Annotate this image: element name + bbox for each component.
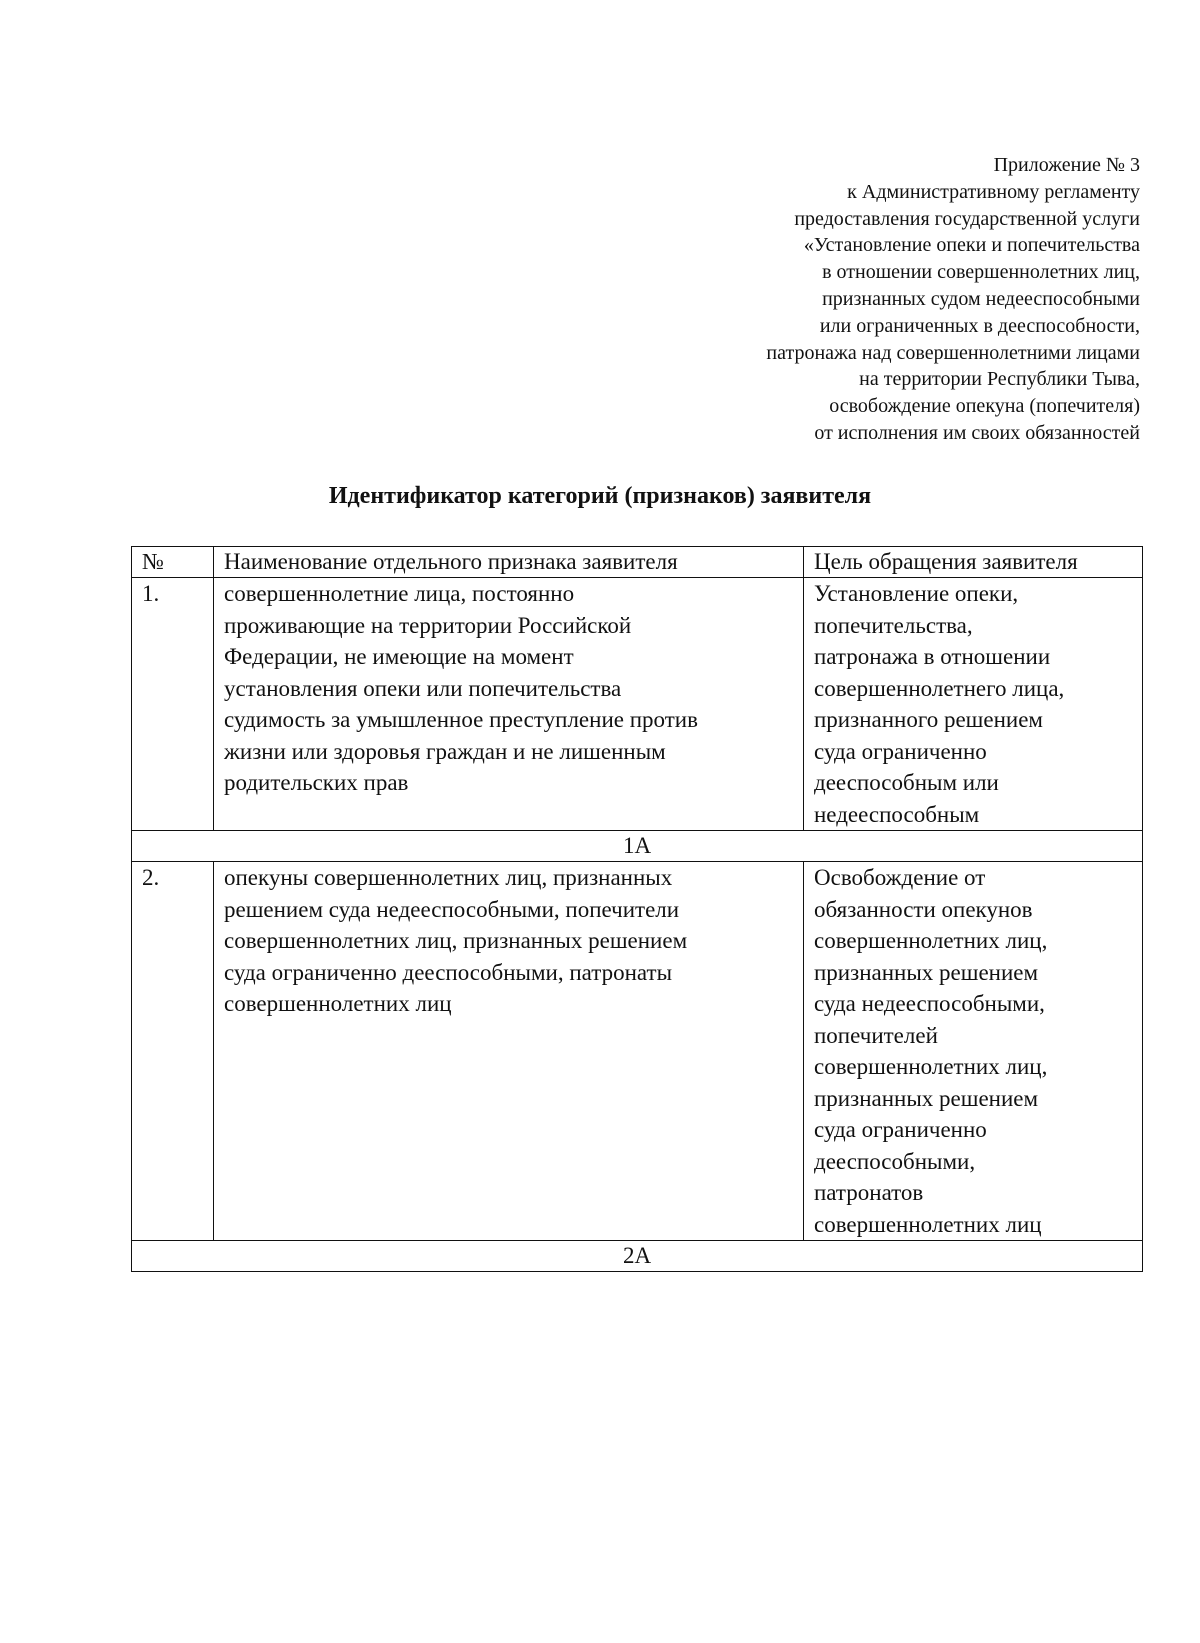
goal-line: совершеннолетних лиц	[814, 1211, 1042, 1237]
goal-line: признанных решением	[814, 1085, 1039, 1111]
feature-line: судимость за умышленное преступление против	[224, 707, 698, 732]
goal-line: признанного решением	[814, 707, 1043, 732]
goal-line: совершеннолетнего лица,	[814, 675, 1065, 701]
category-code: 2А	[132, 1241, 1143, 1272]
goal-line: признанных решением	[814, 959, 1039, 985]
header-feature: Наименование отдельного признака заявителя	[214, 547, 804, 578]
goal-line: совершеннолетних лиц,	[814, 1054, 1048, 1079]
annex-line: к Административному регламенту	[847, 180, 1140, 203]
feature-line: совершеннолетних лиц	[224, 991, 452, 1016]
feature-line: решением суда недееспособными, попечители	[224, 896, 680, 922]
feature-line: установления опеки или попечительства	[224, 675, 622, 701]
annex-line: «Установление опеки и попечительства	[803, 234, 1140, 257]
annex-line: Приложение № 3	[993, 154, 1140, 176]
annex-line: патронажа над совершеннолетними лицами	[766, 341, 1140, 364]
feature-line: опекуны совершеннолетних лиц, признанных	[224, 865, 673, 890]
goal-line: Установление опеки,	[814, 581, 1019, 606]
goal-line: дееспособными,	[814, 1148, 976, 1174]
header-num: №	[132, 547, 214, 578]
annex-line: на территории Республики Тыва,	[859, 368, 1140, 391]
feature-line: жизни или здоровья граждан и не лишенным	[224, 738, 666, 764]
feature-line: суда ограниченно дееспособными, патронаты	[224, 959, 673, 985]
goal-line: попечителей	[814, 1022, 938, 1048]
goal-line: обязанности опекунов	[814, 896, 1033, 922]
identifier-table	[131, 546, 1143, 1272]
goal-line: недееспособным	[814, 801, 980, 827]
goal-cell	[804, 578, 1143, 831]
goal-line: патронажа в отношении	[814, 644, 1051, 669]
goal-line: суда недееспособными,	[814, 991, 1045, 1016]
goal-cell	[804, 862, 1143, 1241]
table-row	[132, 862, 1143, 1241]
annex-line: освобождение опекуна (попечителя)	[829, 395, 1140, 418]
feature-line: совершеннолетние лица, постоянно	[224, 581, 575, 606]
goal-line: суда ограниченно	[814, 1117, 987, 1142]
goal-line: дееспособным или	[814, 770, 999, 795]
annex-line: предоставления государственной услуги	[794, 207, 1140, 230]
goal-line: совершеннолетних лиц,	[814, 928, 1048, 953]
annex-line: в отношении совершеннолетних лиц,	[822, 261, 1140, 284]
annex-line: признанных судом недееспособными	[822, 287, 1140, 310]
header-goal: Цель обращения заявителя	[804, 547, 1143, 578]
goal-line: патронатов	[814, 1180, 924, 1205]
category-code: 1А	[132, 831, 1143, 862]
code-row	[132, 831, 1143, 862]
feature-cell	[214, 578, 804, 831]
row-num: 2.	[132, 862, 214, 1241]
feature-line: родительских прав	[224, 770, 409, 795]
goal-line: суда ограниченно	[814, 738, 987, 764]
goal-line: Освобождение от	[814, 865, 986, 890]
feature-line: совершеннолетних лиц, признанных решением	[224, 928, 688, 953]
row-num: 1.	[132, 578, 214, 831]
table-header-row	[132, 547, 1143, 578]
feature-cell	[214, 862, 804, 1241]
code-row	[132, 1241, 1143, 1272]
feature-line: Федерации, не имеющие на момент	[224, 644, 574, 669]
goal-line: попечительства,	[814, 612, 973, 638]
annex-line: от исполнения им своих обязанностей	[814, 421, 1140, 444]
annex-header	[500, 152, 1140, 447]
annex-line: или ограниченных в дееспособности,	[819, 314, 1140, 337]
feature-line: проживающие на территории Российской	[224, 612, 632, 638]
document-title: Идентификатор категорий (признаков) заявителя	[328, 483, 872, 509]
table-row	[132, 578, 1143, 831]
